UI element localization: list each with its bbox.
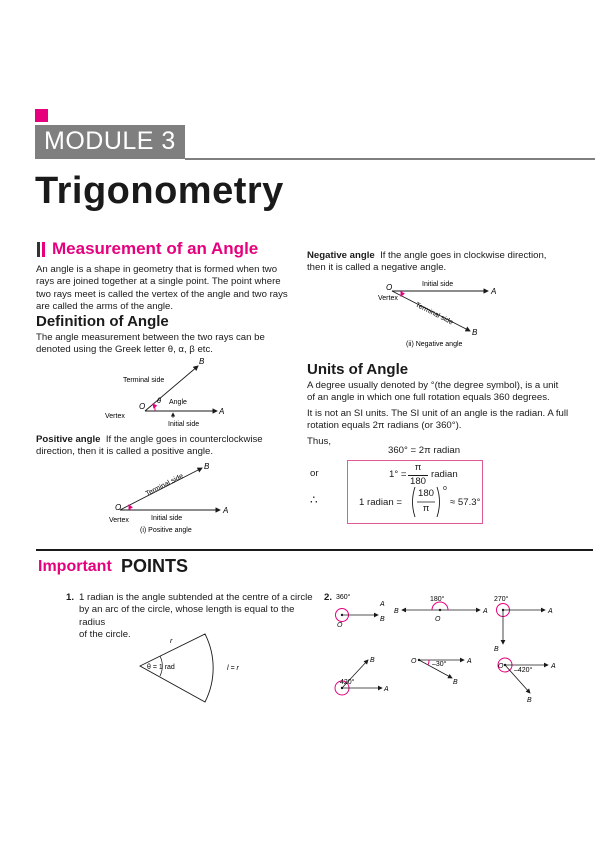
label-initial-side: Initial side (422, 281, 454, 288)
eq2-rhs: radian (431, 469, 458, 480)
units-line: of an angle in which one full rotation equals 360 degrees. (307, 392, 550, 404)
eq3-denominator: π (422, 503, 430, 514)
label-initial-side: Initial side (168, 421, 200, 428)
label-a: A (380, 601, 385, 608)
section-title: Measurement of an Angle (52, 239, 259, 258)
label-o: O (139, 402, 146, 411)
label-360: 360° (336, 594, 351, 601)
label-vertex: Vertex (105, 413, 125, 420)
intro-line: two rays meet is called the vertex of the angle and two rays (36, 288, 288, 300)
caption: (i) Positive angle (140, 527, 192, 534)
rotation-270 (494, 595, 553, 653)
label-270: 270° (494, 596, 509, 603)
label-a: A (491, 287, 497, 296)
point2-num: 2. (324, 592, 333, 603)
section-bars-icon (37, 242, 49, 257)
rotation-diagrams-figure (320, 590, 580, 710)
label-initial-side: Initial side (151, 515, 183, 522)
units-paragraph (307, 380, 597, 448)
label-theta-1-rad: θ = 1 rad (147, 664, 175, 671)
eq3-numerator: 180 (417, 488, 434, 499)
positive-angle-figure (100, 458, 240, 538)
positive-angle-term: Positive angle (36, 434, 101, 445)
label-o: O (498, 663, 504, 670)
negative-angle-paragraph (307, 250, 592, 275)
definition-heading: Definition of Angle (36, 313, 169, 330)
label-a: A (384, 686, 389, 693)
label-r: r (170, 636, 173, 645)
negative-line: If the angle goes in clockwise direction, (380, 250, 547, 261)
angle-definition-figure (95, 355, 235, 430)
label-angle: Angle (169, 399, 187, 406)
label-b: B (527, 697, 532, 704)
eq2-lhs: 1° = (389, 469, 407, 480)
units-heading: Units of Angle (307, 361, 409, 378)
definition-line: The angle measurement between the two rays can be (36, 332, 265, 343)
label-b: B (370, 657, 375, 664)
label-b: B (199, 357, 205, 366)
label-vertex: Vertex (109, 517, 129, 524)
important-rule (36, 549, 593, 551)
definition-line: denoted using the Greek letter θ, α, β etc. (36, 344, 213, 356)
positive-line: direction, then it is called a positive angle. (36, 446, 214, 458)
caption: (ii) Negative angle (406, 341, 463, 348)
label-l-equals-r: l = r (227, 665, 239, 672)
label-a: A (467, 658, 472, 665)
label-theta: θ (157, 396, 162, 405)
label-b: B (204, 462, 210, 471)
header-accent-square (35, 109, 48, 122)
header-rule (185, 158, 595, 160)
label-420: 420° (340, 679, 355, 686)
label-terminal-side: Terminal side (414, 301, 455, 327)
definition-paragraph (36, 332, 301, 357)
point1-number (66, 592, 74, 604)
label-o: O (435, 616, 441, 623)
module-label: MODULE 3 (44, 127, 176, 155)
rotation-360 (336, 593, 386, 629)
intro-line: An angle is a shape in geometry that is formed when two (36, 264, 278, 275)
label-o: O (386, 283, 393, 292)
point1-line: 1 radian is the angle subtended at the centre of a circle (79, 592, 313, 603)
therefore-symbol: ∴ (310, 493, 318, 507)
label-a: A (551, 663, 556, 670)
label-b: B (472, 328, 478, 337)
label-a: A (548, 608, 553, 615)
label-b: B (394, 608, 399, 615)
equation-360: 360° = 2π radian (388, 445, 461, 456)
angle-arc (153, 404, 155, 411)
units-line: rotation equals 2π radians (or 360°). (307, 420, 462, 432)
radian-sector-figure (115, 630, 285, 710)
label-o: O (115, 503, 122, 512)
eq2-numerator: π (414, 462, 422, 473)
units-line: A degree usually denoted by °(the degree symbol), is a unit (307, 380, 559, 391)
negative-angle-figure (370, 276, 500, 350)
rotation-minus-420 (498, 658, 556, 704)
label-o: O (337, 622, 343, 629)
intro-line: are called the arms of the angle. (36, 301, 174, 313)
label-a: A (219, 407, 225, 416)
intro-paragraph (36, 264, 301, 314)
point1-line: of the circle. (79, 629, 131, 641)
rotation-180 (394, 595, 488, 623)
point1-line: by an arc of the circle, whose length is equal to the radius (79, 604, 295, 628)
label-minus-420: –420° (514, 667, 533, 674)
label-180: 180° (430, 596, 445, 603)
label-a: A (223, 506, 229, 515)
page-title: Trigonometry (35, 170, 284, 212)
label-vertex: Vertex (378, 295, 398, 302)
units-line: Thus, (307, 435, 331, 447)
negative-line: then it is called a negative angle. (307, 262, 447, 274)
point1-num: 1. (66, 592, 75, 603)
eq3-lhs: 1 radian = (359, 497, 402, 508)
units-line: It is not an SI units. The SI unit of an angle is the radian. A full (307, 407, 569, 419)
label-terminal-side: Terminal side (123, 377, 165, 384)
or-label: or (310, 468, 319, 479)
label-o: O (411, 658, 417, 665)
points-word: POINTS (121, 556, 189, 576)
negative-angle-term: Negative angle (307, 250, 375, 261)
label-a: A (483, 608, 488, 615)
label-b: B (380, 616, 385, 623)
eq2-denominator: 180 (409, 476, 426, 487)
label-terminal-side: Terminal side (144, 472, 185, 498)
intro-line: rays are joined together at a single point. The point where (36, 276, 281, 288)
eq3-degree-sup: o (443, 485, 447, 492)
positive-angle-paragraph (36, 434, 301, 459)
eq3-rhs: ≈ 57.3° (450, 497, 481, 508)
label-b: B (453, 679, 458, 686)
label-b: B (494, 646, 499, 653)
important-word: Important (38, 558, 112, 575)
label-minus-30: –30° (432, 661, 447, 668)
rotation-420 (335, 657, 389, 695)
rotation-minus-30 (411, 658, 472, 686)
positive-line: If the angle goes in counterclockwise (105, 434, 263, 445)
